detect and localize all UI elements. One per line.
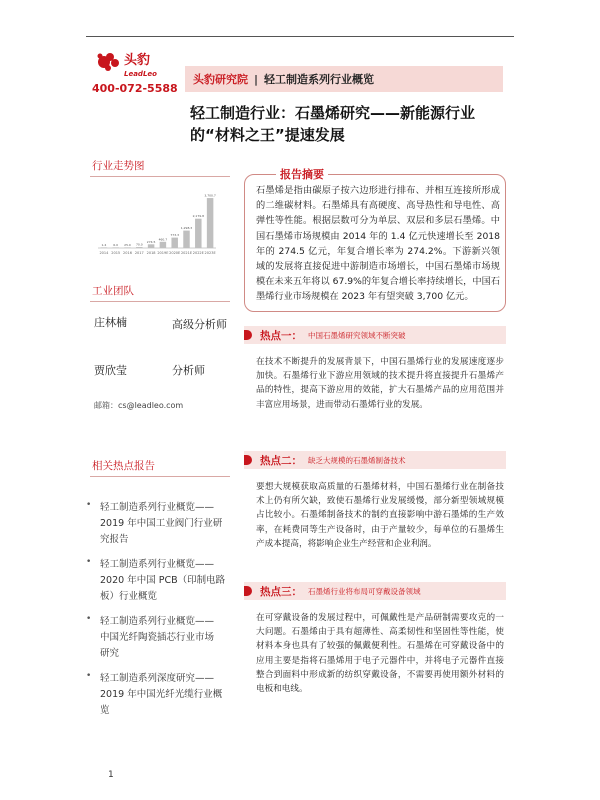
related-report-1[interactable] xyxy=(86,500,240,548)
chart-bar xyxy=(160,242,166,248)
phone-number: 400-072-5588 xyxy=(92,82,178,95)
summary-text: 石墨烯是指由碳原子按六边形进行排布、并相互连接所形成的二维碳材料。石墨烯具有高硬度、高导热性和导电性、高弹性等性能。根据层数可分为单层、双层和多层石墨烯。中国石墨烯市场规模由 2014 年的 1.4 亿元快速增长至 2018 年的 274.5 亿元，年复合增长率为 274.2%。下游新兴领域的发展将直接促进中游制造市场增长，中国石墨烯市场规模在未来五年将以 67.9%的年复合增长率持续增长，中国石墨烯行业市场规模在 2023 年有望突破 3,700 亿元。 xyxy=(256,185,500,303)
related-report-4[interactable] xyxy=(86,671,240,719)
chart-tick-label: 2023E xyxy=(204,251,216,255)
title-line-1: 轻工制造行业：石墨烯研究——新能源行业 xyxy=(190,104,476,122)
chart-bar xyxy=(195,219,201,248)
hotspot-2-subtitle: 缺乏大规模的石墨烯制备技术 xyxy=(308,455,406,465)
bullet-dot: • xyxy=(86,671,92,681)
team-divider xyxy=(90,301,230,302)
chart-tick-label: 2015 xyxy=(111,251,121,255)
chart-bar xyxy=(207,198,213,248)
hotspot-marker-icon xyxy=(244,330,252,340)
chart-data-label: 3,700.7 xyxy=(204,193,216,198)
summary-heading: 报告摘要 xyxy=(276,166,328,182)
related-report-line: 轻工制造系列行业概览—— xyxy=(100,502,215,513)
related-report-line: 2019 年中国工业阀门行业研 xyxy=(100,518,223,529)
contact-email: 邮箱：cs@leadleo.com xyxy=(94,401,184,410)
related-report-line: 轻工制造系列深度研究—— xyxy=(100,673,215,684)
related-report-line: 2020 年中国 PCB（印制电路 xyxy=(100,575,226,586)
related-report-line: 轻工制造系列行业概览—— xyxy=(100,616,215,627)
related-report-line: 板）行业概览 xyxy=(100,591,158,602)
bullet-dot: • xyxy=(86,500,92,510)
chart-data-label: 274.5 xyxy=(146,239,156,244)
analyst-role-1: 高级分析师 xyxy=(172,318,227,331)
analyst-name-1: 庄林楠 xyxy=(94,316,127,329)
chart-data-label: 6.0 xyxy=(113,242,119,247)
trend-heading: 行业走势图 xyxy=(92,160,145,172)
leadleo-logo xyxy=(94,48,174,80)
analyst-role-2: 分析师 xyxy=(172,364,205,377)
series-label: 轻工制造系列行业概览 xyxy=(264,73,375,86)
chart-data-label: 773.3 xyxy=(170,233,179,238)
hotspot-marker-icon xyxy=(244,586,252,596)
chart-tick-label: 2017 xyxy=(134,251,144,255)
chart-tick-label: 2022E xyxy=(192,251,204,255)
chart-data-label: 70.0 xyxy=(135,242,143,247)
chart-tick-label: 2016 xyxy=(123,251,132,255)
chart-tick-label: 2021E xyxy=(180,251,193,255)
hotspot-3-label: 热点三： xyxy=(260,585,302,598)
hotspot-1-subtitle: 中国石墨烯研究领域不断突破 xyxy=(308,330,406,340)
title-line-2: 的“材料之王”提速发展 xyxy=(190,126,345,144)
hotspot-1-label: 热点一： xyxy=(260,329,302,342)
header-rule xyxy=(86,36,514,37)
related-report-line: 2019 年中国光纤光缆行业概 xyxy=(100,689,223,700)
related-report-line: 究报告 xyxy=(100,534,129,545)
hotspot-2-text: 要想大规模获取高质量的石墨烯材料，中国石墨烯行业在制备技术上仍有所欠缺，致使石墨烯行业发展缓慢，部分新型领域规模占比较小。石墨烯制备技术的制约直接影响中游石墨烯的生产效率，在耗费同等生产设备时，由于产量较少，每单位的石墨烯生产成本提高，将影响企业生产经营和企业利润。 xyxy=(256,482,504,549)
chart-tick-label: 2014 xyxy=(99,251,109,255)
related-report-line: 轻工制造系列行业概览—— xyxy=(100,559,215,570)
institute-label: 头豹研究院 xyxy=(193,73,248,86)
hotspot-2-bar xyxy=(244,451,506,469)
related-report-line: 览 xyxy=(100,705,110,716)
related-heading: 相关热点报告 xyxy=(92,460,155,472)
related-report-line: 研究 xyxy=(100,648,120,659)
related-list xyxy=(86,500,240,719)
banner-separator: | xyxy=(254,72,259,86)
chart-tick-label: 2020E xyxy=(169,251,181,255)
trend-divider xyxy=(90,176,230,177)
svg-text:头豹: 头豹 xyxy=(124,53,151,68)
trend-chart xyxy=(92,188,222,260)
page-number: 1 xyxy=(108,770,114,780)
chart-bar xyxy=(171,238,177,248)
hotspot-2-label: 热点二： xyxy=(260,454,302,467)
chart-data-label: 460.7 xyxy=(158,237,168,242)
hotspot-1-bar xyxy=(244,326,506,344)
series-banner xyxy=(185,66,503,92)
related-report-line: 中国光纤陶瓷插芯行业市场 xyxy=(100,632,215,643)
chart-bar xyxy=(136,247,142,248)
related-report-3[interactable] xyxy=(86,614,240,662)
page-title xyxy=(190,102,510,146)
bullet-dot: • xyxy=(86,614,92,624)
hotspot-3-bar xyxy=(244,582,506,600)
chart-tick-label: 2018 xyxy=(146,251,156,255)
chart-bar xyxy=(112,247,118,248)
hotspot-3-text: 在可穿戴设备的发展过程中，可佩戴性是产品研制需要攻克的一大问题。石墨烯由于具有超薄性、高柔韧性和坚固性等性能，使材料本身也具有了较强的佩戴便利性。石墨烯在可穿戴设备中的应用主要是指将石墨烯用于电子元器件中，并将电子元器件直接整合到面料中形成新的纺织穿戴设备，不需要再使用额外材料的电板和电线。 xyxy=(256,613,504,695)
chart-bar xyxy=(148,244,154,248)
related-report-2[interactable] xyxy=(86,557,240,605)
hotspot-3-subtitle: 石墨烯行业将布局可穿戴设备领域 xyxy=(308,586,421,596)
bullet-dot: • xyxy=(86,557,92,567)
team-heading: 工业团队 xyxy=(92,285,134,297)
chart-bar xyxy=(183,231,189,248)
hotspot-1-text: 在技术不断提升的发展背景下，中国石墨烯行业的发展速度逐步加快。石墨烯行业下游应用领域的技术提升将直接提升石墨烯产品的特性，提高下游应用的效能，扩大石墨烯产品的应用范围并丰富应用场景，进而带动石墨烯行业的发展。 xyxy=(256,357,504,410)
svg-text:LeadLeo: LeadLeo xyxy=(124,70,157,78)
analyst-name-2: 贾欣莹 xyxy=(94,364,127,377)
chart-data-label: 2,179.8 xyxy=(192,214,205,219)
related-divider xyxy=(90,476,230,477)
chart-data-label: 1.4 xyxy=(101,242,107,247)
hotspot-marker-icon xyxy=(244,455,252,465)
chart-data-label: 25.0 xyxy=(124,242,131,247)
chart-bar xyxy=(124,247,130,248)
chart-data-label: 1,298.3 xyxy=(180,226,193,231)
chart-tick-label: 2019E xyxy=(157,251,169,255)
chart-bar xyxy=(101,247,107,248)
